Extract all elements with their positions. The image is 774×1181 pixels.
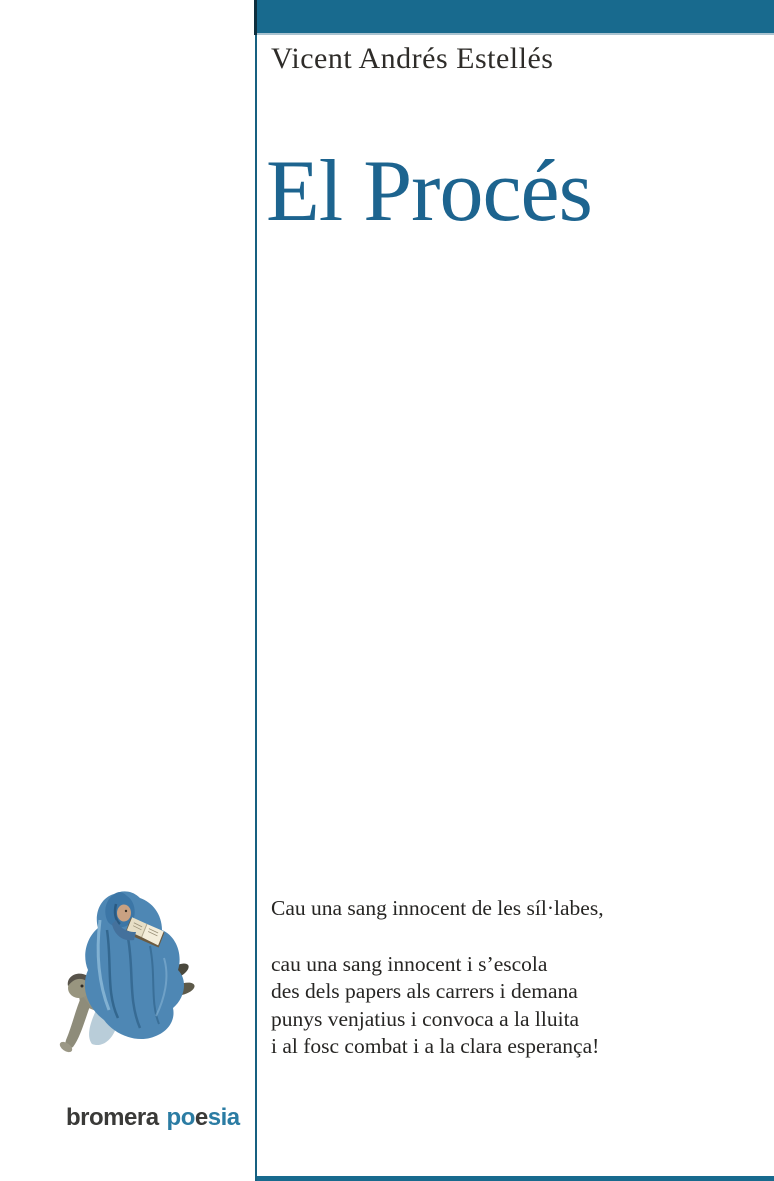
publisher-logo-poesia-e: e	[194, 1104, 208, 1131]
poem-line: des dels papers als carrers i demana	[271, 979, 578, 1004]
poem-stanza	[271, 951, 599, 1061]
publisher-logo-poesia-start: po	[166, 1104, 195, 1131]
cover-illustration	[52, 868, 208, 1070]
vertical-rule-dark-segment	[254, 0, 257, 35]
author-name: Vicent Andrés Estellés	[271, 42, 554, 75]
publisher-logo-bromera: bromera	[66, 1104, 159, 1131]
poem-line: cau una sang innocent i s’escola	[271, 952, 548, 976]
bottom-teal-bar	[257, 1176, 774, 1181]
poem-line: i al fosc combat i a la clara esperança!	[271, 1034, 600, 1059]
vertical-rule	[255, 0, 257, 1181]
top-teal-bar	[257, 0, 774, 35]
poem-first-line: Cau una sang innocent de les síl·labes,	[271, 896, 604, 920]
publisher-logo-poesia-end: sia	[207, 1104, 240, 1131]
book-title: El Procés	[266, 143, 592, 240]
poem-line: punys venjatius i convoca a la lluita	[271, 1006, 580, 1031]
publisher-logo	[66, 1104, 240, 1132]
